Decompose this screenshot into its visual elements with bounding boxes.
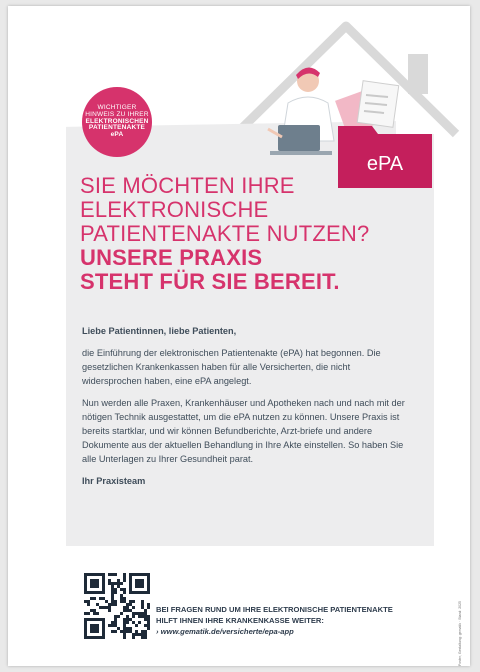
badge-line: HINWEIS ZU IHRER xyxy=(85,110,149,118)
badge-line: PATIENTENAKTE xyxy=(88,124,146,132)
footer-line: HILFT IHNEN IHRE KRANKENKASSE WEITER: xyxy=(156,616,324,625)
badge-line: ePA xyxy=(110,131,124,139)
headline-bold-line: STEHT FÜR SIE BEREIT. xyxy=(80,269,340,294)
headline-bold-line: UNSERE PRAXIS xyxy=(80,245,263,270)
paragraph: die Einführung der elektronischen Patientenakte (ePA) hat begonnen. Die gesetzlichen Krankenkassen haben für alle Versicherten, die nicht widersprochen haben, eine ePA angelegt. xyxy=(82,348,381,386)
headline-line: ELEKTRONISCHE xyxy=(80,197,269,222)
side-note-text: Poster, Gestaltung: gematik · Stand: 2025 xyxy=(458,601,462,666)
headline xyxy=(80,174,420,294)
poster xyxy=(8,6,470,666)
badge-line: ELEKTRONISCHEN xyxy=(85,117,149,125)
folder-label: ePA xyxy=(366,153,404,175)
badge-line: WICHTIGER xyxy=(97,103,137,111)
footer-link[interactable]: › www.gematik.de/versicherte/epa-app xyxy=(156,627,294,636)
body-text xyxy=(82,324,412,496)
paragraph: Nun werden alle Praxen, Krankenhäuser und Apotheken nach und nach mit der nötigen Technik ausgestattet, um die ePA nutzen zu können. Unsere Praxis ist bereits startklar, und wir können Befundberichte, Arzt-briefe und andere Dokumente aus der aktuellen Behandlung in Ihre Akte einstellen. So haben Sie alle Unterlagen zu Ihrer Gesundheit parat. xyxy=(82,398,405,464)
signoff: Ihr Praxisteam xyxy=(82,476,146,486)
qr-code-icon[interactable] xyxy=(84,573,150,639)
headline-line: PATIENTENAKTE NUTZEN? xyxy=(80,221,370,246)
side-note xyxy=(456,526,464,666)
notice-badge xyxy=(82,87,152,157)
salutation: Liebe Patientinnen, liebe Patienten, xyxy=(82,326,237,336)
headline-line: SIE MÖCHTEN IHRE xyxy=(80,173,295,198)
footer-line: BEI FRAGEN RUND UM IHRE ELEKTRONISCHE PATIENTENAKTE xyxy=(156,605,393,614)
footer xyxy=(156,604,416,637)
